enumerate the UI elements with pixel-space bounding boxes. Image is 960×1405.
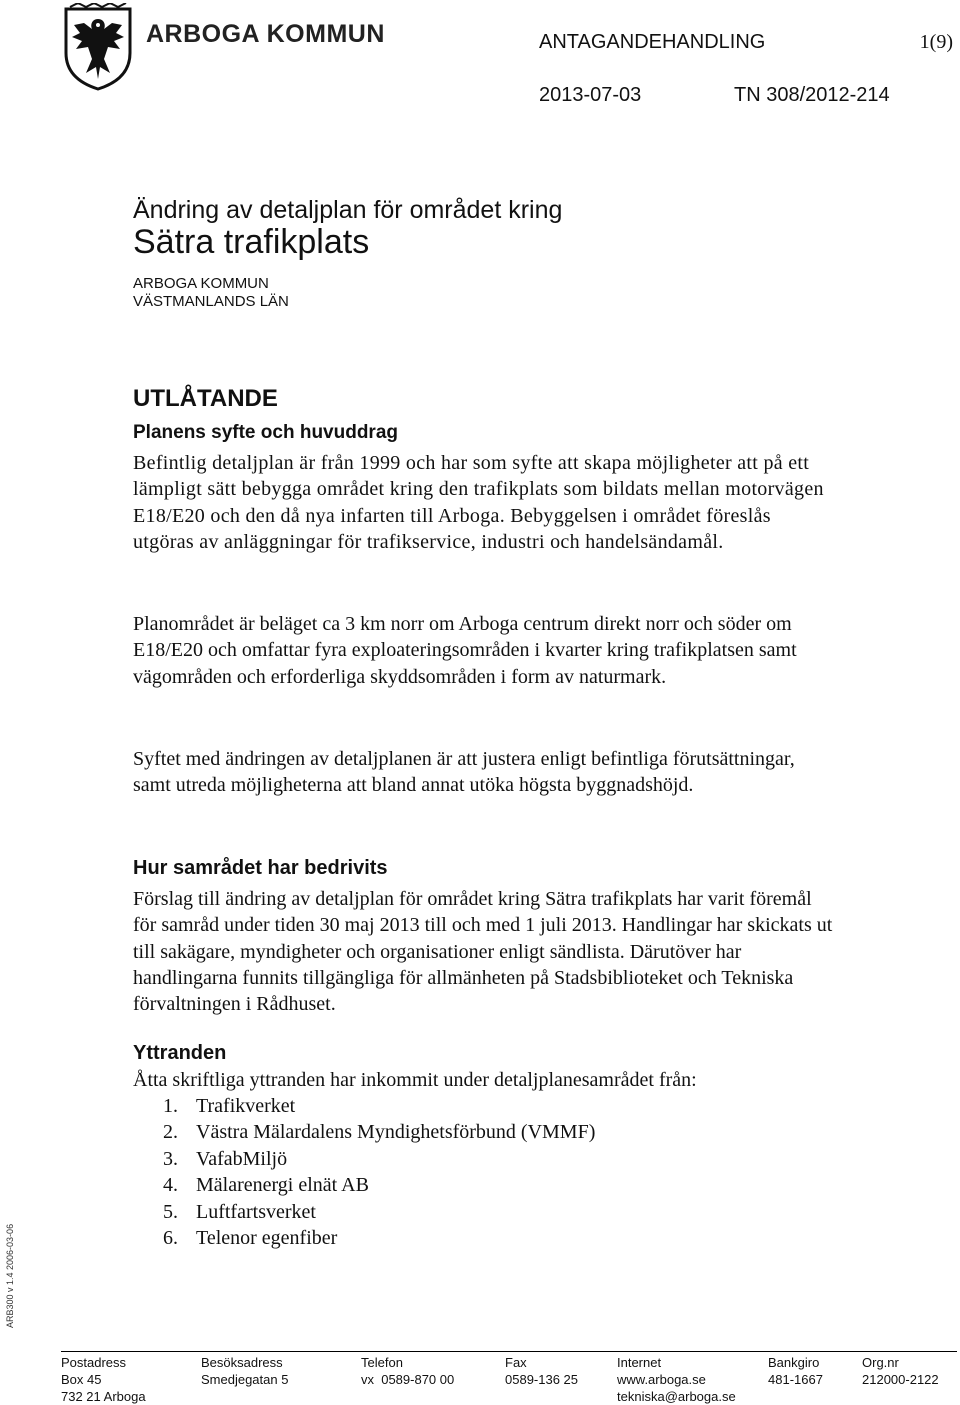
statements-list (163, 1093, 595, 1251)
list-item-label: Telenor egenfiber (196, 1227, 338, 1250)
footer-label: Bankgiro (768, 1355, 820, 1370)
list-item-label: Trafikverket (196, 1095, 296, 1117)
list-item-label: Luftfartsverket (196, 1200, 316, 1223)
list-item (163, 1146, 595, 1172)
list-item-number: 5. (163, 1200, 178, 1223)
paragraph-purpose-3: Syftet med ändringen av detaljplanen är att justera enligt befintliga förutsättningar, samt utreda möjligheterna att bland annat utöka högsta byggnadshöjd. (133, 748, 795, 797)
document-reference: TN 308/2012-214 (734, 84, 890, 106)
list-item-number: 6. (163, 1227, 178, 1250)
footer-postal-address (61, 1354, 146, 1405)
section-heading-statements: Yttranden (133, 1042, 227, 1064)
footer-phone (361, 1354, 454, 1388)
list-item-number: 4. (163, 1174, 178, 1197)
list-item-number: 2. (163, 1121, 178, 1144)
document-date: 2013-07-03 (539, 84, 642, 106)
footer-value: 481-1667 (768, 1372, 823, 1387)
section-heading-purpose: Planens syfte och huvuddrag (133, 422, 398, 443)
footer-value: Box 45 (61, 1372, 102, 1387)
footer-label: Internet (617, 1355, 662, 1370)
footer-value: 212000-2122 (862, 1372, 939, 1387)
footer-org-number (862, 1354, 939, 1388)
title-line-1: Ändring av detaljplan för området kring (133, 196, 563, 224)
footer-divider (61, 1351, 957, 1352)
list-item-label: VafabMiljö (196, 1147, 288, 1170)
footer-visiting-address (201, 1354, 288, 1388)
title-line-2: Sätra trafikplats (133, 223, 370, 261)
footer-label: Telefon (361, 1355, 403, 1370)
coat-of-arms-eagle-icon (62, 3, 134, 91)
footer-value: 0589-136 25 (505, 1372, 579, 1387)
document-type: ANTAGANDEHANDLING (539, 31, 766, 53)
paragraph-purpose-1: Befintlig detaljplan är från 1999 och har som syfte att skapa möjligheter att på ett lämpligt sätt bebygga området kring den trafikplats som bildats mellan motorvägen E18/E20 och den då nya infarten till Arboga. Bebyggelsen i området föreslås utgöras av anläggningar för trafikservice, industri och handelsändamål. (133, 452, 824, 553)
footer-bankgiro (768, 1354, 823, 1388)
list-item (163, 1172, 595, 1198)
list-item (163, 1199, 595, 1225)
footer-label: Besöksadress (201, 1355, 283, 1370)
list-item (163, 1093, 595, 1119)
footer-email-link[interactable]: tekniska@arboga.se (617, 1389, 736, 1404)
paragraph-purpose-2: Planområdet är beläget ca 3 km norr om Arboga centrum direkt norr och söder om E18/E20 och omfattar fyra exploateringsområden i kvarter kring trafikplatsen samt vägområden och erforderliga skyddsområden i form av naturmark. (133, 613, 797, 688)
paragraph-statements-intro: Åtta skriftliga yttranden har inkommit under detaljplanesamrådet från: (133, 1069, 697, 1091)
template-version-label: ARB300 v 1.4 2006-03-06 (5, 1223, 15, 1328)
footer-value: Smedjegatan 5 (201, 1372, 289, 1387)
list-item (163, 1225, 595, 1251)
page-number: 1(9) (919, 31, 953, 53)
footer-website-link[interactable]: www.arboga.se (617, 1372, 706, 1387)
list-item-label: Mälarenergi elnät AB (196, 1174, 369, 1197)
municipality-block (133, 275, 289, 311)
footer-value: vx 0589-870 00 (361, 1372, 455, 1387)
main-heading: UTLÅTANDE (133, 385, 278, 412)
footer-value: 732 21 Arboga (61, 1389, 146, 1404)
list-item-number: 1. (163, 1095, 178, 1117)
footer-internet (617, 1354, 736, 1405)
list-item-number: 3. (163, 1147, 178, 1170)
list-item (163, 1119, 595, 1145)
section-heading-consultation: Hur samrådet har bedrivits (133, 857, 388, 879)
county-name: VÄSTMANLANDS LÄN (133, 293, 289, 310)
paragraph-consultation: Förslag till ändring av detaljplan för området kring Sätra trafikplats har varit föremål för samråd under tiden 30 maj 2013 till och med 1 juli 2013. Handlingar har skickats ut till sakägare, myndigheter och organisationer enligt sändlista. Därutöver har handlingarna funnits tillgängliga för allmänheten på Stadsbiblioteket och Tekniska förvaltningen i Rådhuset. (133, 888, 833, 1016)
footer-label: Fax (505, 1355, 527, 1370)
footer-label: Org.nr (862, 1355, 899, 1370)
footer-label: Postadress (61, 1355, 127, 1370)
municipality-name: ARBOGA KOMMUN (133, 275, 269, 292)
list-item-label: Västra Mälardalens Myndighetsförbund (VMMF) (196, 1121, 596, 1144)
logo-text: ARBOGA KOMMUN (146, 20, 385, 48)
footer-fax (505, 1354, 578, 1388)
